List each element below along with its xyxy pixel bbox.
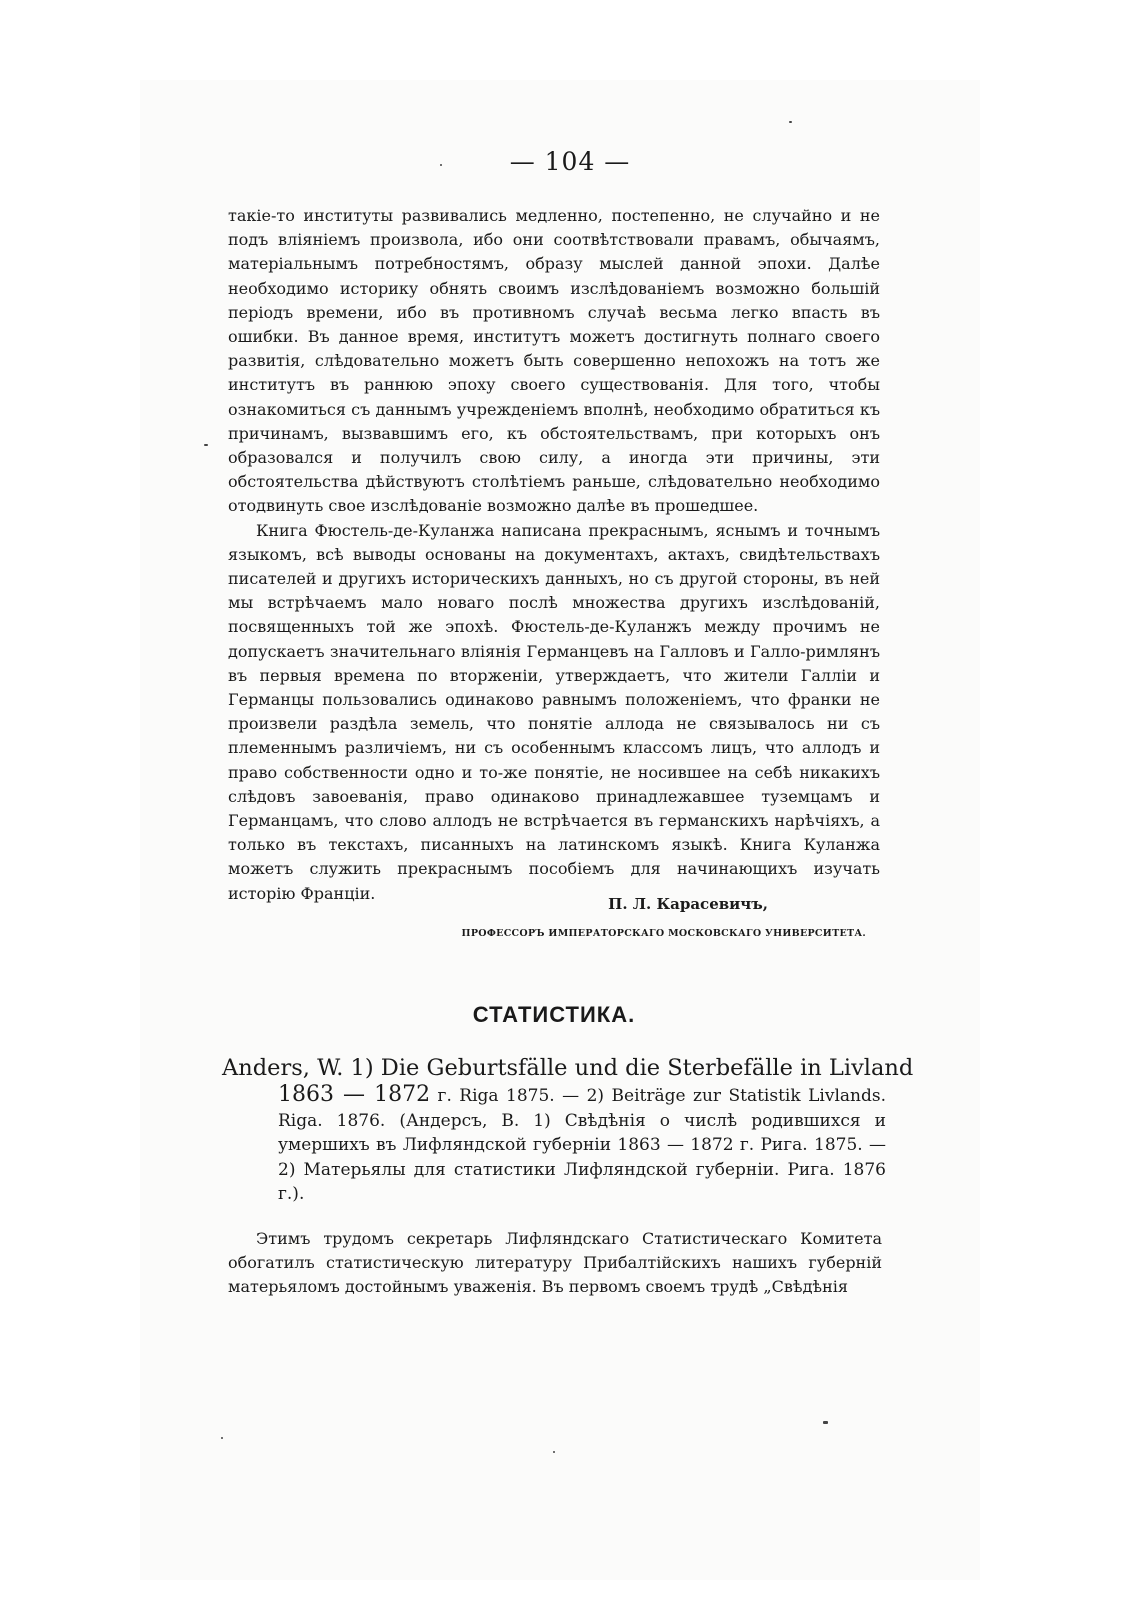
signature-title: ПРОФЕССОРЪ ИМПЕРАТОРСКАГО МОСКОВСКАГО УНИВЕРСИТЕТА. (461, 928, 866, 939)
bibliography-first-line: Anders, W. 1) Die Geburtsfälle und die Sterbefälle in Livland (222, 1055, 914, 1081)
body-paragraph: Книга Фюстель-де-Куланжа написана прекраснымъ, яснымъ и точнымъ языкомъ, всѣ выводы основаны на документахъ, актахъ, свидѣтельствахъ писателей и другихъ историческихъ данныхъ, но съ другой стороны, въ ней мы встрѣчаемъ мало новаго послѣ множества другихъ изслѣдованій, посвященныхъ той же эпохѣ. Фюстель-де-Куланжъ между прочимъ не допускаетъ значительнаго вліянія Германцевъ на Галловъ и Галло-римлянъ въ первыя времена по вторженіи, утверждаетъ, что жители Галліи и Германцы пользовались одинаково равнымъ положеніемъ, что франки не произвели раздѣла земель, что понятіе аллода не связывалось ни съ племеннымъ различіемъ, ни съ особеннымъ классомъ лицъ, что аллодъ и право собственности одно и то-же понятіе, не носившее на себѣ никакихъ слѣдовъ завоеванія, право одинаково принадлежавшее туземцамъ и Германцамъ, что слово аллодъ не встрѣчается въ германскихъ нарѣчіяхъ, а только въ текстахъ, писанныхъ на латинскомъ языкѣ. Книга Куланжа можетъ служить прекраснымъ пособіемъ для начинающихъ изучать исторію Франціи. (228, 520, 880, 903)
scan-speck (440, 164, 442, 166)
scan-speck (789, 121, 792, 123)
bibliography-rest: г. Riga 1875. — 2) Beiträge zur Statistik Livlands. Riga. 1876. (Андерсъ, В. 1) Свѣдѣнія о числѣ родившихся и умершихъ въ Лифляндской губерніи 1863 — 1872 г. Рига. 1875. — 2) Матерьялы для статистики Лифляндской губерніи. Рига. 1876 г.). (278, 1086, 886, 1204)
bibliography-years: 1863 — 1872 (278, 1082, 431, 1107)
scan-speck (204, 444, 208, 446)
section-heading: СТАТИСТИКА. (472, 1002, 636, 1027)
bibliography-entry (222, 1053, 914, 1207)
scan-speck (823, 1421, 828, 1424)
scan-speck (553, 1451, 555, 1453)
body-paragraph: такіе-то институты развивались медленно, постепенно, не случайно и не подъ вліяніемъ произвола, ибо они соотвѣтствовали правамъ, обычаямъ, матеріальнымъ потребностямъ, образу мыслей данной эпохи. Далѣе необходимо историку обнять своимъ изслѣдованіемъ возможно большій періодъ времени, ибо въ противномъ случаѣ весьма легко впасть въ ошибки. Въ данное время, институтъ можетъ достигнуть полнаго своего развитія, слѣдовательно можетъ быть совершенно непохожъ на тотъ же институтъ въ раннюю эпоху своего существованія. Для того, чтобы ознакомиться съ даннымъ учрежденіемъ вполнѣ, необходимо обратиться къ причинамъ, вызвавшимъ его, къ обстоятельствамъ, при которыхъ онъ образовался и получилъ свою силу, а иногда эти причины, эти обстоятельства дѣйствуютъ столѣтіемъ раньше, слѣдовательно необходимо отодвинуть свое изслѣдованіе возможно далѣе въ прошедшее. (228, 206, 880, 516)
scan-speck (221, 1437, 223, 1439)
review-paragraph: Этимъ трудомъ секретарь Лифляндскаго Статистическаго Комитета обогатилъ статистическую литературу Прибалтійскихъ нашихъ губерній матерьяломъ достойнымъ уваженія. Въ первомъ своемъ трудѣ „Свѣдѣнія (228, 1229, 882, 1297)
body-text (228, 204, 880, 906)
signature-name: П. Л. Карасевичъ, (608, 895, 768, 913)
bibliography-continuation (278, 1083, 886, 1207)
page-number: — 104 — (509, 147, 631, 176)
